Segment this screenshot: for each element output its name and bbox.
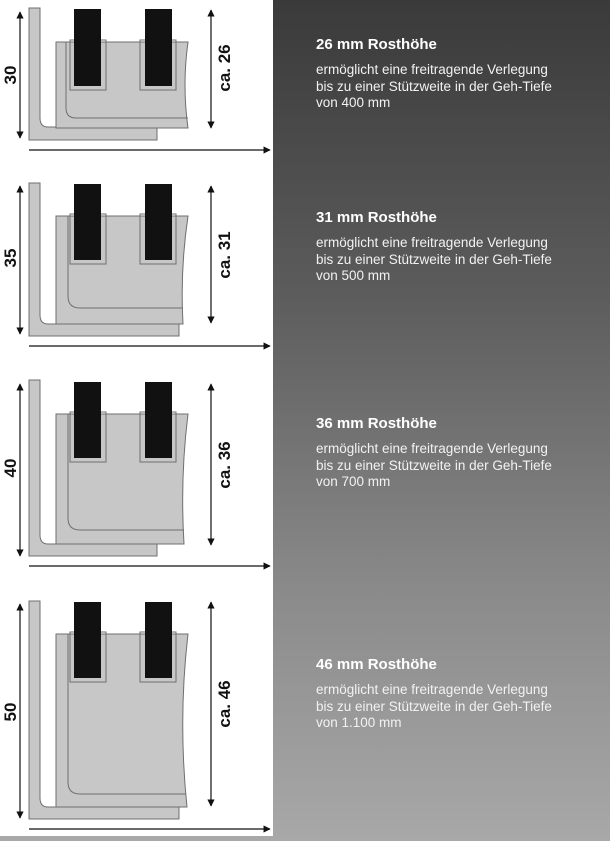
profile-diagrams — [0, 0, 273, 836]
spec-line: bis zu einer Stützweite in der Geh-Tiefe — [316, 251, 552, 267]
profile-diagram-35 — [1, 183, 270, 346]
bearing-bar-left — [74, 184, 101, 260]
spec-line: von 500 mm — [316, 268, 391, 283]
spec-block-31 — [316, 209, 610, 285]
profile-diagram-30 — [1, 8, 270, 150]
spec-line: von 700 mm — [316, 474, 391, 489]
spec-description — [316, 62, 610, 112]
grate-height-label: ca. 31 — [215, 231, 234, 279]
bearing-bar-right — [145, 602, 172, 678]
spec-line: bis zu einer Stützweite in der Geh-Tiefe — [316, 78, 552, 94]
spec-block-26 — [316, 36, 610, 112]
spec-line: ermöglicht eine freitragende Verlegung — [316, 62, 548, 77]
bearing-bar-left — [74, 602, 101, 678]
spec-description — [316, 235, 610, 285]
spec-title: 46 mm Rosthöhe — [316, 656, 437, 673]
spec-title: 31 mm Rosthöhe — [316, 209, 437, 226]
bearing-bar-left — [74, 9, 101, 86]
height-label: 50 — [1, 702, 20, 722]
spec-line: bis zu einer Stützweite in der Geh-Tiefe — [316, 457, 552, 473]
height-label: 40 — [1, 458, 20, 478]
bearing-bar-right — [145, 184, 172, 260]
bearing-bar-left — [74, 382, 101, 458]
height-label: 35 — [1, 248, 20, 268]
spec-description — [316, 441, 610, 491]
spec-title: 36 mm Rosthöhe — [316, 415, 437, 432]
bearing-bar-right — [145, 9, 172, 86]
spec-line: ermöglicht eine freitragende Verlegung — [316, 682, 548, 697]
height-label: 30 — [1, 65, 20, 85]
spec-line: von 1.100 mm — [316, 715, 402, 730]
spec-line: bis zu einer Stützweite in der Geh-Tiefe — [316, 698, 552, 714]
grate-height-label: ca. 36 — [215, 441, 234, 489]
spec-line: ermöglicht eine freitragende Verlegung — [316, 441, 548, 456]
spec-title: 26 mm Rosthöhe — [316, 36, 437, 53]
spec-line: von 400 mm — [316, 95, 391, 110]
spec-block-46 — [316, 656, 610, 732]
bearing-bar-right — [145, 382, 172, 458]
spec-block-36 — [316, 415, 610, 491]
grate-height-label: ca. 46 — [215, 680, 234, 728]
profile-diagram-50 — [1, 601, 270, 829]
grate-height-label: ca. 26 — [215, 44, 234, 92]
spec-line: ermöglicht eine freitragende Verlegung — [316, 235, 548, 250]
profile-diagram-40 — [1, 380, 270, 566]
spec-description — [316, 682, 610, 732]
